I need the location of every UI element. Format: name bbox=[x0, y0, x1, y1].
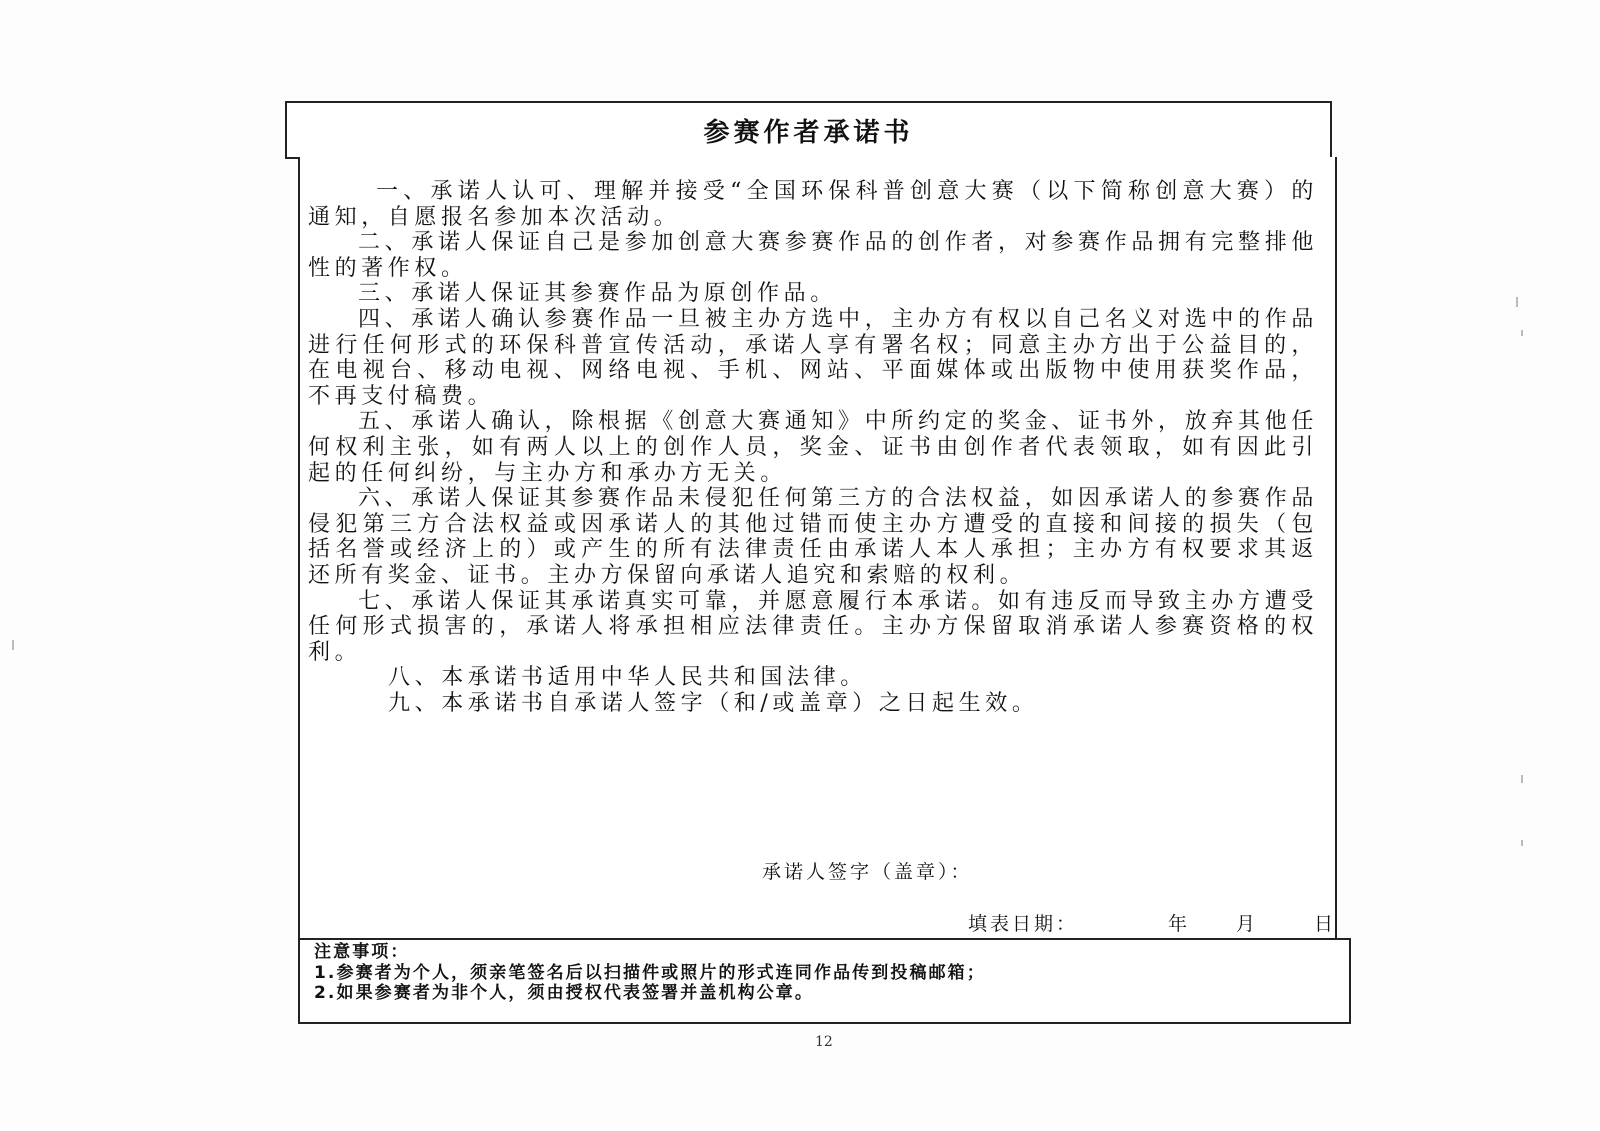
page-number: 12 bbox=[815, 1034, 833, 1050]
clause-2: 二、承诺人保证自己是参加创意大赛参赛作品的创作者，对参赛作品拥有完整排他性的著作权。 bbox=[308, 230, 1318, 281]
notes-item-1: 1.参赛者为个人，须亲笔签名后以扫描件或照片的形式连同作品传到投稿邮箱； bbox=[314, 962, 986, 983]
clause-4: 四、承诺人确认参赛作品一旦被主办方选中，主办方有权以自己名义对选中的作品进行任何形式的环保科普宣传活动，承诺人享有署名权；同意主办方出于公益目的，在电视台、移动电视、网络电视、手机、网站、平面媒体或出版物中使用获奖作品，不再支付稿费。 bbox=[308, 306, 1318, 409]
date-label: 填表日期： bbox=[968, 913, 1079, 935]
title-box bbox=[285, 101, 1332, 159]
clause-5: 五、承诺人确认，除根据《创意大赛通知》中所约定的奖金、证书外，放弃其他任何权利主张，如有两人以上的创作人员，奖金、证书由创作者代表领取，如有因此引起的任何纠纷，与主办方和承办方无关。 bbox=[308, 409, 1318, 486]
scan-speck bbox=[1521, 840, 1523, 846]
clause-9: 九、本承诺书自承诺人签字（和/或盖章）之日起生效。 bbox=[388, 690, 1039, 716]
clause-1: 一、承诺人认可、理解并接受“全国环保科普创意大赛（以下简称创意大赛）的通知，自愿报名参加本次活动。 bbox=[308, 179, 1318, 230]
date-year-label: 年 bbox=[1168, 913, 1191, 935]
clause-8: 八、本承诺书适用中华人民共和国法律。 bbox=[388, 665, 867, 691]
clause-list bbox=[308, 179, 1318, 716]
notes-box bbox=[298, 938, 1351, 1024]
signature-label: 承诺人签字（盖章）： bbox=[762, 861, 973, 883]
commitment-body bbox=[298, 157, 1337, 940]
clause-7: 七、承诺人保证其承诺真实可靠，并愿意履行本承诺。如有违反而导致主办方遭受任何形式损害的，承诺人将承担相应法律责任。主办方保留取消承诺人参赛资格的权利。 bbox=[308, 588, 1318, 665]
notes-item-2: 2.如果参赛者为非个人，须由授权代表签署并盖机构公章。 bbox=[314, 983, 814, 1003]
date-month-label: 月 bbox=[1236, 913, 1259, 935]
scan-speck bbox=[1516, 297, 1518, 307]
scan-speck bbox=[1521, 775, 1523, 783]
date-day-label: 日 bbox=[1314, 913, 1337, 935]
document-title: 参赛作者承诺书 bbox=[703, 117, 914, 148]
clause-6: 六、承诺人保证其参赛作品未侵犯任何第三方的合法权益，如因承诺人的参赛作品侵犯第三方合法权益或因承诺人的其他过错而使主办方遭受的直接和间接的损失（包括名誉或经济上的）或产生的所有法律责任由承诺人本人承担；主办方有权要求其返还所有奖金、证书。主办方保留向承诺人追究和索赔的权利。 bbox=[308, 486, 1318, 588]
date-line bbox=[968, 909, 1336, 936]
scan-speck bbox=[12, 640, 14, 650]
clause-3: 三、承诺人保证其参赛作品为原创作品。 bbox=[358, 281, 837, 307]
notes-heading: 注意事项： bbox=[314, 942, 410, 962]
scan-speck bbox=[1521, 330, 1523, 336]
